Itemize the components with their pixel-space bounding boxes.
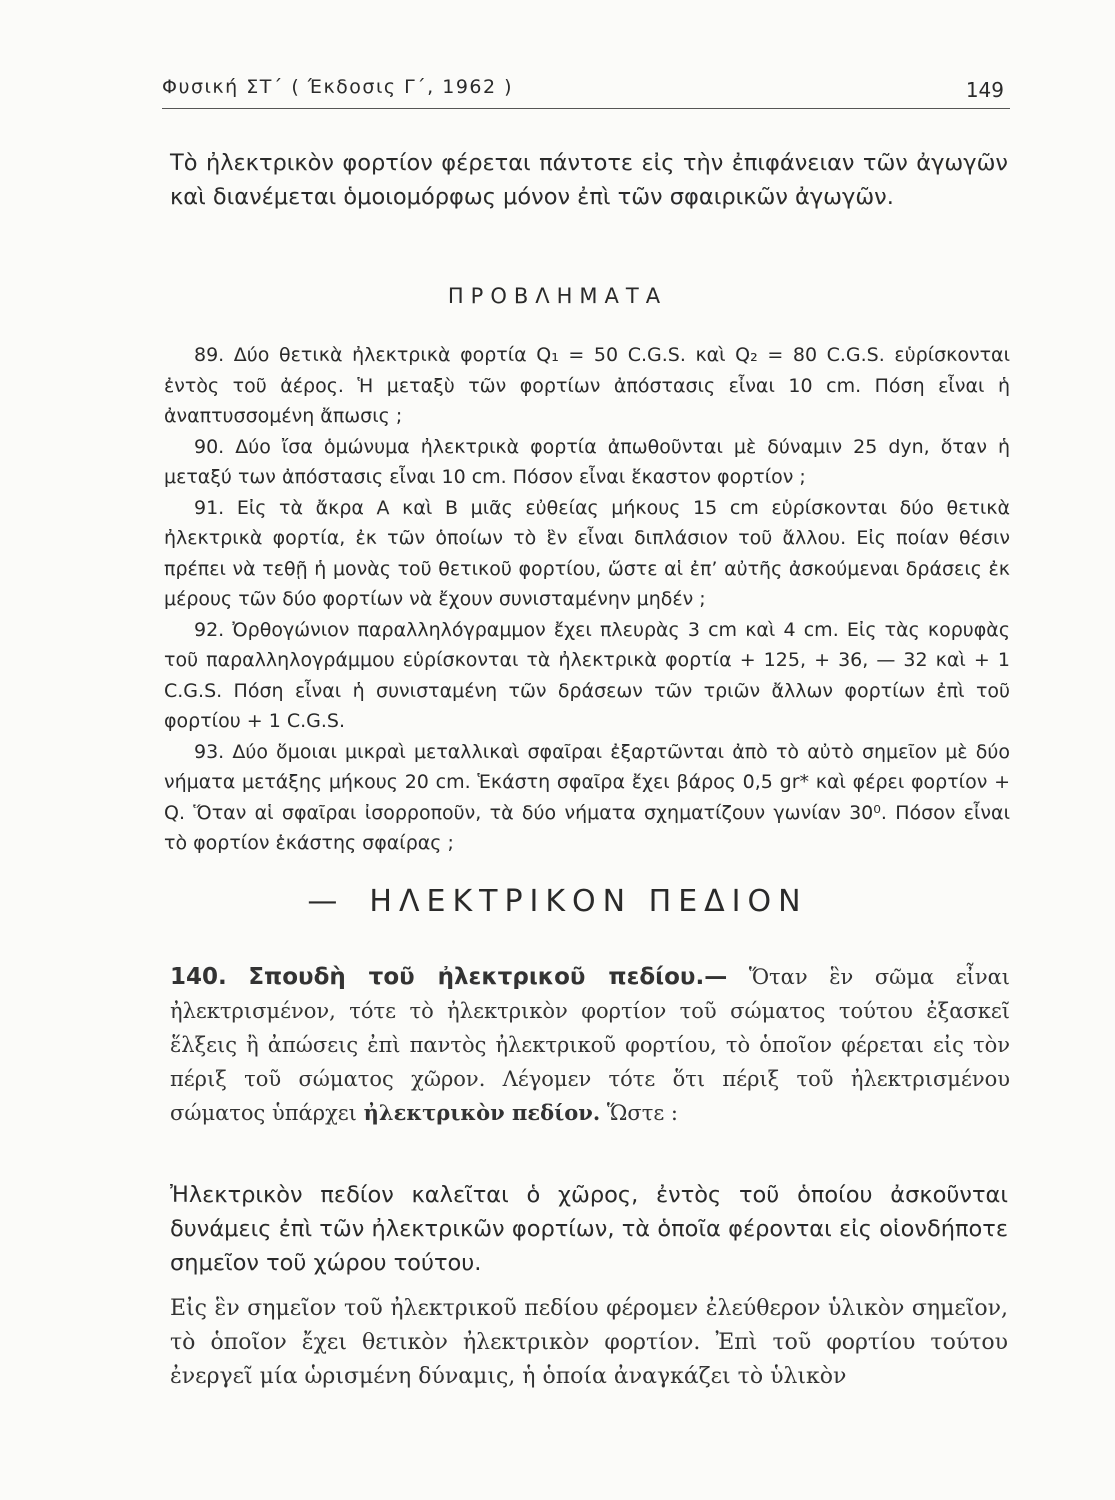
section-dash: — [307,884,338,919]
running-title: Φυσική ΣΤ΄ ( Έκδοσις Γ΄, 1962 ) [162,76,514,98]
problem-89: 89. Δύο θετικὰ ἠλεκτρικὰ φορτία Q₁ = 50 C.G.S. καὶ Q₂ = 80 C.G.S. εὑρίσκονται ἐντὸς τοῦ ἀέρος. Ἡ μεταξὺ τῶν φορτίων ἀπόστασις εἶναι 10 cm. Πόση εἶναι ἡ ἀναπτυσσομένη ἄπωσις ; [164,344,1010,427]
subsection-number: 140. [170,964,227,990]
running-header [162,72,1010,109]
definition-paragraph: Ἠλεκτρικὸν πεδίον καλεῖται ὁ χῶρος, ἐντὸς τοῦ ὁποίου ἀσκοῦνται δυνάμεις ἐπὶ τῶν ἠλεκτρικῶν φορτίων, τὰ ὁποῖα φέρονται εἰς οἱονδήποτε σημεῖον τοῦ χώρου τούτου. [170,1182,1008,1276]
problems-heading: ΠΡΟΒΛΗΜΑΤΑ [447,284,668,308]
page-number: 149 [965,78,1004,102]
closing-paragraph: Εἰς ἓν σημεῖον τοῦ ἠλεκτρικοῦ πεδίου φέρομεν ἐλεύθερον ὑλικὸν σημεῖον, τὸ ὁποῖον ἔχει θετικὸν ἠλεκτρικὸν φορτίον. Ἐπὶ τοῦ φορτίου τούτου ἐνεργεῖ μία ὡρισμένη δύναμις, ἡ ὁποία ἀναγκάζει τὸ ὑλικὸν [170,1296,1008,1389]
subsection-conclusion: Ὥστε : [606,1101,678,1125]
intro-paragraph: Τὸ ἠλεκτρικὸν φορτίον φέρεται πάντοτε εἰς τὴν ἐπιφάνειαν τῶν ἀγωγῶν καὶ διανέμεται ὁμοιομόρφως μόνον ἐπὶ τῶν σφαιρικῶν ἀγωγῶν. [170,150,1008,210]
problems-list [164,340,1010,859]
subsection-title: Σπουδὴ τοῦ ἠλεκτρικοῦ πεδίου.— [248,964,728,990]
section-title: ΗΛΕΚΤΡΙΚΟΝ ΠΕΔΙΟΝ [369,884,808,919]
problem-93: 93. Δύο ὅμοιαι μικραὶ μεταλλικαὶ σφαῖραι ἐξαρτῶνται ἀπὸ τὸ αὐτὸ σημεῖον μὲ δύο νήματα μετάξης μήκους 20 cm. Ἑκάστη σφαῖρα ἔχει βάρος 0,5 gr* καὶ φέρει φορτίον + Q. Ὅταν αἱ σφαῖραι ἰσορροποῦν, τὰ δύο νήματα σχηματίζουν γωνίαν 30⁰. Πόσον εἶναι τὸ φορτίον ἑκάστης σφαίρας ; [164,740,1010,854]
problem-90: 90. Δύο ἴσα ὁμώνυμα ἠλεκτρικὰ φορτία ἀπωθοῦνται μὲ δύναμιν 25 dyn, ὅταν ἡ μεταξύ των ἀπόστασις εἶναι 10 cm. Πόσον εἶναι ἕκαστον φορτίον ; [164,435,1010,488]
bold-term: ἠλεκτρικὸν πεδίον. [363,1100,601,1125]
subsection-body: Ὅταν ἓν σῶμα εἶναι ἠλεκτρισμένον, τότε τὸ ἠλεκτρικὸν φορτίον τοῦ σώματος τούτου ἐξασκεῖ ἕλξεις ἢ ἀπώσεις ἐπὶ παντὸς ἠλεκτρικοῦ φορτίου, τὸ ὁποῖον φέρεται εἰς τὸν πέριξ τοῦ σώματος χῶρον. Λέγομεν τότε ὅτι πέριξ τοῦ ἠλεκτρισμένου σώματος ὑπάρχει [170,965,1010,1125]
problem-92: 92. Ὀρθογώνιον παραλληλόγραμμον ἔχει πλευρὰς 3 cm καὶ 4 cm. Εἰς τὰς κορυφὰς τοῦ παραλληλογράμμου εὑρίσκονται τὰ ἠλεκτρικὰ φορτία + 125, + 36, — 32 καὶ + 1 C.G.S. Πόση εἶναι ἡ συνισταμένη τῶν δράσεων τῶν τριῶν ἄλλων φορτίων ἐπὶ τοῦ φορτίου + 1 C.G.S. [164,618,1010,732]
section-heading [0,884,1115,919]
problem-91: 91. Εἰς τὰ ἄκρα Α καὶ Β μιᾶς εὐθείας μήκους 15 cm εὑρίσκονται δύο θετικὰ ἠλεκτρικὰ φορτία, ἐκ τῶν ὁποίων τὸ ἓν εἶναι διπλάσιον τοῦ ἄλλου. Εἰς ποίαν θέσιν πρέπει νὰ τεθῇ ἡ μονὰς τοῦ θετικοῦ φορτίου, ὥστε αἱ ἐπ’ αὐτῆς ἀσκούμεναι δράσεις ἐκ μέρους τῶν δύο φορτίων νὰ ἔχουν συνισταμένην μηδέν ; [164,496,1010,610]
subsection-140 [170,960,1010,1130]
